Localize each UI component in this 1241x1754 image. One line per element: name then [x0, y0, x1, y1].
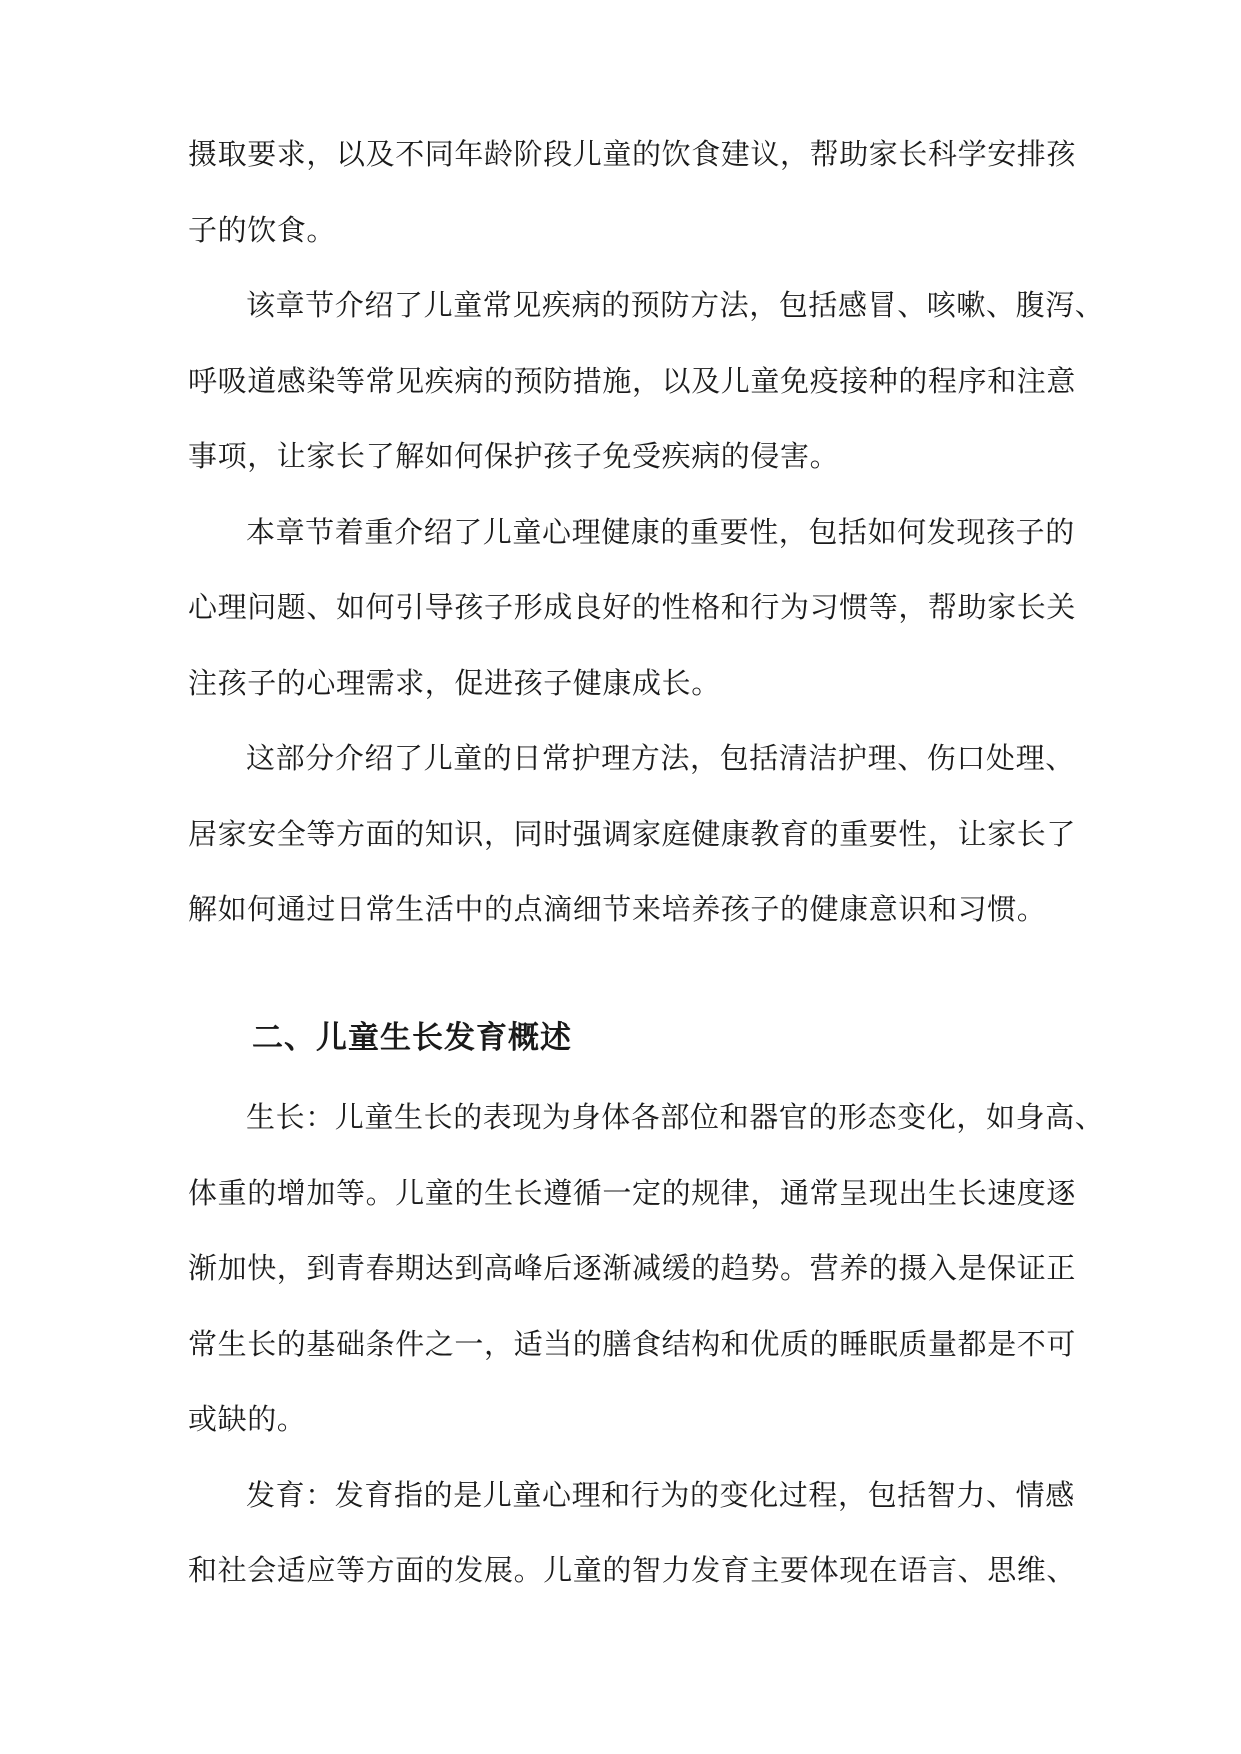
- body-text-section: [188, 1080, 1105, 1609]
- paragraph-2-line-1: 该章节介绍了儿童常见疾病的预防方法，包括感冒、咳嗽、腹泻、: [246, 288, 1105, 322]
- paragraph-4-line-3: 解如何通过日常生活中的点滴细节来培养孩子的健康意识和习惯。: [188, 892, 1047, 926]
- paragraph-3-line-2: 心理问题、如何引导孩子形成良好的性格和行为习惯等，帮助家长关: [188, 590, 1077, 624]
- section-paragraph-1-line-4: 常生长的基础条件之一，适当的膳食结构和优质的睡眠质量都是不可: [188, 1326, 1077, 1361]
- paragraph-1-line-1: 摄取要求，以及不同年龄阶段儿童的饮食建议，帮助家长科学安排孩: [188, 137, 1077, 171]
- paragraph-4-line-2: 居家安全等方面的知识，同时强调家庭健康教育的重要性，让家长了: [188, 816, 1077, 851]
- paragraph-4-line-1: 这部分介绍了儿童的日常护理方法，包括清洁护理、伤口处理、: [246, 741, 1075, 775]
- paragraph-2-line-3: 事项，让家长了解如何保护孩子免受疾病的侵害。: [188, 439, 840, 473]
- section-heading: 二、儿童生长发育概述: [252, 1020, 572, 1056]
- section-paragraph-1-line-3: 渐加快，到青春期达到高峰后逐渐减缓的趋势。营养的摄入是保证正: [188, 1251, 1077, 1285]
- paragraph-3-line-3: 注孩子的心理需求，促进孩子健康成长。: [188, 665, 721, 700]
- section-paragraph-1-line-2: 体重的增加等。儿童的生长遵循一定的规律，通常呈现出生长速度逐: [188, 1175, 1077, 1210]
- paragraph-2-line-2: 呼吸道感染等常见疾病的预防措施，以及儿童免疫接种的程序和注意: [188, 363, 1077, 398]
- section-paragraph-2-line-2: 和社会适应等方面的发展。儿童的智力发育主要体现在语言、思维、: [188, 1553, 1077, 1587]
- section-paragraph-1-line-5: 或缺的。: [188, 1402, 307, 1436]
- paragraph-3-line-1: 本章节着重介绍了儿童心理健康的重要性，包括如何发现孩子的: [246, 514, 1075, 549]
- paragraph-1-line-2: 子的饮食。: [188, 212, 337, 247]
- body-text-top: [188, 117, 1105, 948]
- section-paragraph-2-line-1: 发育：发育指的是儿童心理和行为的变化过程，包括智力、情感: [246, 1477, 1075, 1512]
- section-paragraph-1-line-1: 生长：儿童生长的表现为身体各部位和器官的形态变化，如身高、: [246, 1100, 1105, 1134]
